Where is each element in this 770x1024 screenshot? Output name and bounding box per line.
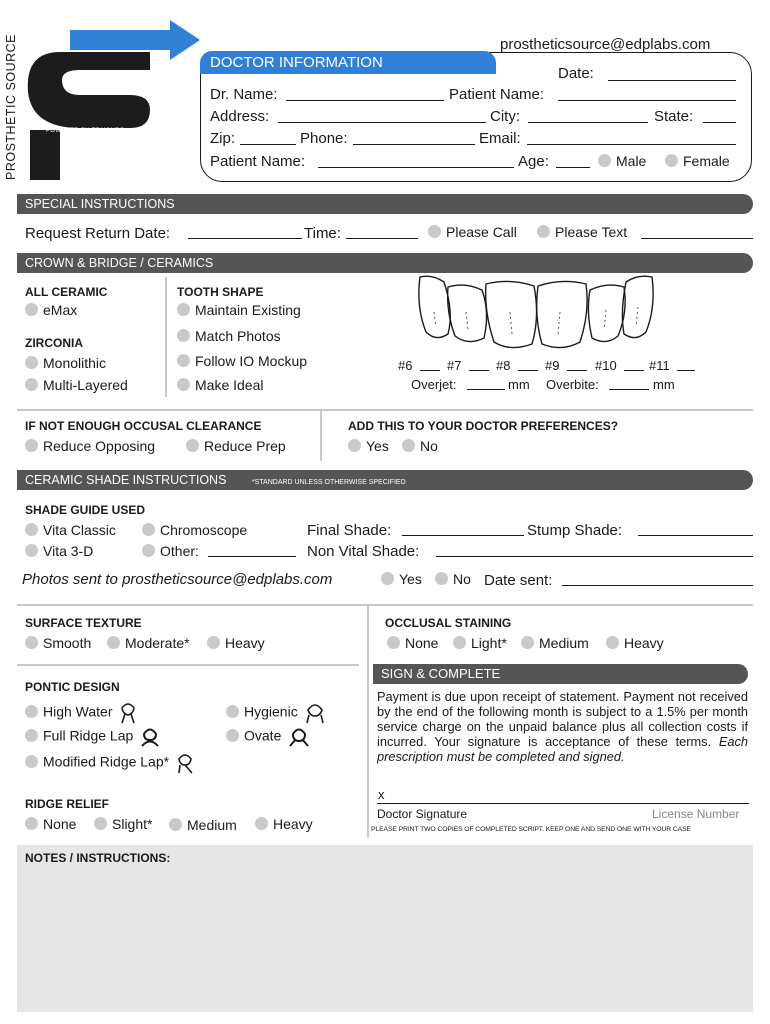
ridge-none-radio[interactable] <box>25 817 76 831</box>
overbite-mm: mm <box>653 377 675 392</box>
other-circle <box>142 544 155 557</box>
tooth-10-input[interactable] <box>624 370 644 371</box>
lower-vertical-divider <box>367 604 369 838</box>
occlusal-light-label: Light* <box>471 635 507 651</box>
doctor-signature-label: Doctor Signature <box>377 807 468 821</box>
preferences-yes-radio[interactable] <box>348 439 389 453</box>
preferences-heading: ADD THIS TO YOUR DOCTOR PREFERENCES? <box>348 419 619 433</box>
female-label: Female <box>683 153 730 169</box>
photos-no-label: No <box>453 571 471 587</box>
maintain-existing-radio[interactable] <box>177 303 301 317</box>
other-input[interactable] <box>208 556 296 557</box>
high-water-label: High Water <box>43 703 113 720</box>
ridge-slight-label: Slight* <box>112 816 153 832</box>
please-text-radio[interactable] <box>537 225 627 239</box>
logo-powered-by: POWERED BY EDMONDS <box>46 128 125 134</box>
multi-layered-circle <box>25 378 38 391</box>
patient-name2-label: Patient Name: <box>210 153 306 170</box>
state-label: State: <box>654 108 694 125</box>
special-instructions-header: SPECIAL INSTRUCTIONS <box>17 194 753 214</box>
surface-heavy-circle <box>207 636 220 649</box>
high-water-circle <box>25 705 38 718</box>
photos-no-circle <box>435 572 448 585</box>
photos-sent-label: Photos sent to prostheticsource@edplabs.com <box>22 571 333 588</box>
signature-x: x <box>378 787 385 802</box>
stump-shade-input[interactable] <box>638 535 753 536</box>
pontic-design-heading: PONTIC DESIGN <box>25 680 120 694</box>
preferences-no-label: No <box>420 438 438 454</box>
age-label: Age: <box>518 153 549 170</box>
patient-name2-input[interactable] <box>318 167 514 168</box>
surface-bottom-divider <box>17 664 359 666</box>
follow-io-label: Follow IO Mockup <box>195 353 308 369</box>
please-text-input[interactable] <box>641 238 753 239</box>
shade-guide-heading: SHADE GUIDE USED <box>25 503 146 517</box>
tooth-6-input[interactable] <box>420 370 440 371</box>
occlusal-none-radio[interactable] <box>387 636 438 650</box>
vita-classic-radio[interactable] <box>25 523 116 537</box>
occlusal-medium-circle <box>521 636 534 649</box>
tooth-6-label: #6 <box>398 358 413 373</box>
stump-shade-label: Stump Shade: <box>527 522 623 539</box>
follow-io-radio[interactable] <box>177 354 307 368</box>
tooth-11-label: #11 <box>649 358 670 373</box>
vita-3d-radio[interactable] <box>25 544 93 558</box>
clearance-heading: IF NOT ENOUGH OCCUSAL CLEARANCE <box>25 419 262 433</box>
photos-yes-label: Yes <box>399 571 422 587</box>
final-shade-input[interactable] <box>402 535 524 536</box>
reduce-prep-radio[interactable] <box>186 439 286 453</box>
emax-radio[interactable] <box>25 303 77 317</box>
preferences-no-circle <box>402 439 415 452</box>
sign-complete-header: SIGN & COMPLETE <box>373 664 748 684</box>
ridge-heavy-circle <box>255 817 268 830</box>
please-text-circle <box>537 225 550 238</box>
male-radio[interactable] <box>598 154 646 168</box>
photos-yes-radio[interactable] <box>381 572 422 586</box>
ovate-circle <box>226 729 239 742</box>
date-input[interactable] <box>608 80 736 81</box>
crown-bridge-header: CROWN & BRIDGE / CERAMICS <box>17 253 753 273</box>
request-return-input[interactable] <box>188 238 302 239</box>
ridge-medium-label: Medium <box>187 817 237 833</box>
reduce-opposing-label: Reduce Opposing <box>43 438 156 454</box>
occlusal-none-label: None <box>405 635 439 651</box>
crown-divider <box>165 277 167 397</box>
signature-line[interactable] <box>377 803 749 804</box>
print-copies-note: PLEASE PRINT TWO COPIES OF COMPLETED SCRIPT. KEEP ONE AND SEND ONE WITH YOUR CASE <box>371 826 691 833</box>
ceramic-shade-header <box>17 470 753 490</box>
city-label: City: <box>490 108 520 125</box>
tooth-8-input[interactable] <box>518 370 538 371</box>
make-ideal-circle <box>177 378 190 391</box>
match-photos-circle <box>177 329 190 342</box>
ridge-heavy-label: Heavy <box>273 816 313 832</box>
reduce-prep-label: Reduce Prep <box>204 438 286 454</box>
tooth-11-input[interactable] <box>677 370 695 371</box>
date-sent-input[interactable] <box>562 585 753 586</box>
full-ridge-circle <box>25 729 38 742</box>
dr-name-input[interactable] <box>286 100 444 101</box>
ceramic-shade-title: CERAMIC SHADE INSTRUCTIONS <box>25 473 227 487</box>
monolithic-circle <box>25 356 38 369</box>
reduce-prep-circle <box>186 439 199 452</box>
modified-ridge-radio[interactable] <box>25 752 194 774</box>
ovate-radio[interactable] <box>226 727 310 747</box>
chromoscope-radio[interactable] <box>142 523 247 537</box>
please-call-label: Please Call <box>446 224 517 240</box>
non-vital-shade-input[interactable] <box>436 556 753 557</box>
lower-top-divider <box>17 604 753 606</box>
date-sent-label: Date sent: <box>484 572 553 589</box>
photos-yes-circle <box>381 572 394 585</box>
vita-classic-circle <box>25 523 38 536</box>
state-input[interactable] <box>703 122 736 123</box>
modified-ridge-pontic-icon <box>176 752 194 774</box>
ridge-none-label: None <box>43 816 77 832</box>
full-ridge-label: Full Ridge Lap <box>43 727 134 744</box>
modified-ridge-label: Modified Ridge Lap* <box>43 753 170 770</box>
time-label: Time: <box>304 225 341 242</box>
occlusal-none-circle <box>387 636 400 649</box>
payment-terms <box>377 689 748 764</box>
make-ideal-radio[interactable] <box>177 378 263 392</box>
occlusal-medium-radio[interactable] <box>521 636 589 650</box>
occlusal-heavy-radio[interactable] <box>606 636 664 650</box>
hygienic-pontic-icon <box>305 702 325 724</box>
teeth-illustration-icon <box>410 272 710 352</box>
ovate-pontic-icon <box>288 727 310 747</box>
moderate-radio[interactable] <box>107 636 190 650</box>
notes-box[interactable] <box>17 845 753 1012</box>
overjet-input[interactable] <box>467 389 505 390</box>
phone-input[interactable] <box>353 144 475 145</box>
zip-input[interactable] <box>240 144 296 145</box>
match-photos-label: Match Photos <box>195 328 281 344</box>
please-call-radio[interactable] <box>428 225 517 239</box>
address-label: Address: <box>210 108 270 125</box>
final-shade-label: Final Shade: <box>307 522 392 539</box>
patient-name-label: Patient Name: <box>449 86 545 103</box>
male-label: Male <box>616 153 647 169</box>
other-label: Other: <box>160 543 199 559</box>
occlusal-staining-heading: OCCLUSAL STAINING <box>385 616 512 630</box>
match-photos-radio[interactable] <box>177 329 281 343</box>
full-ridge-radio[interactable] <box>25 727 160 747</box>
tooth-7-label: #7 <box>447 358 462 373</box>
payment-terms-italic: Each prescription must be completed and signed. <box>377 734 748 764</box>
patient-name-input[interactable] <box>558 100 736 101</box>
female-radio[interactable] <box>665 154 730 168</box>
ridge-relief-heading: RIDGE RELIEF <box>25 797 110 811</box>
maintain-existing-circle <box>177 303 190 316</box>
logo <box>0 0 210 185</box>
moderate-label: Moderate* <box>125 635 190 651</box>
follow-io-circle <box>177 354 190 367</box>
occlusal-heavy-label: Heavy <box>624 635 664 651</box>
time-input[interactable] <box>346 238 418 239</box>
high-water-pontic-icon <box>119 702 137 724</box>
zip-label: Zip: <box>210 130 236 147</box>
reduce-opposing-circle <box>25 439 38 452</box>
please-call-circle <box>428 225 441 238</box>
date-label: Date: <box>558 65 594 82</box>
zirconia-heading: ZIRCONIA <box>25 336 83 350</box>
overbite-input[interactable] <box>609 389 649 390</box>
request-return-label: Request Return Date: <box>25 225 171 242</box>
notes-heading: NOTES / INSTRUCTIONS: <box>25 851 171 865</box>
high-water-radio[interactable] <box>25 702 137 724</box>
moderate-circle <box>107 636 120 649</box>
monolithic-label: Monolithic <box>43 355 107 371</box>
female-radio-circle <box>665 154 678 167</box>
logo-vertical-text: PROSTHETIC SOURCE <box>4 33 18 180</box>
ridge-heavy-radio[interactable] <box>255 817 313 831</box>
tooth-7-input[interactable] <box>469 370 489 371</box>
phone-label: Phone: <box>300 130 348 147</box>
ridge-slight-circle <box>94 817 107 830</box>
age-input[interactable] <box>556 167 590 168</box>
chromoscope-circle <box>142 523 155 536</box>
all-ceramic-heading: ALL CERAMIC <box>25 285 108 299</box>
tooth-shape-heading: TOOTH SHAPE <box>177 285 264 299</box>
occlusal-light-radio[interactable] <box>453 636 507 650</box>
multi-layered-radio[interactable] <box>25 378 128 392</box>
make-ideal-label: Make Ideal <box>195 377 264 393</box>
brand-email[interactable]: prostheticsource@edplabs.com <box>500 36 711 53</box>
tooth-9-input[interactable] <box>567 370 587 371</box>
payment-terms-text: Payment is due upon receipt of statement. Payment not received by the end of the following month is subject to a 1.5% per month service charge on the unpaid balance plus all collection costs if incurred. Your signature is acceptance of these terms. <box>377 689 748 749</box>
tooth-9-label: #9 <box>545 358 560 373</box>
chromoscope-label: Chromoscope <box>160 522 248 538</box>
tooth-10-label: #10 <box>595 358 617 373</box>
maintain-existing-label: Maintain Existing <box>195 302 301 318</box>
hygienic-label: Hygienic <box>244 703 298 720</box>
ridge-slight-radio[interactable] <box>94 817 152 831</box>
doctor-info-title: DOCTOR INFORMATION <box>210 54 383 71</box>
hygienic-radio[interactable] <box>226 702 325 724</box>
vita-3d-label: Vita 3-D <box>43 543 94 559</box>
logo-graphic <box>0 0 210 185</box>
smooth-radio[interactable] <box>25 636 91 650</box>
email-label: Email: <box>479 130 521 147</box>
overjet-label: Overjet: <box>411 377 457 392</box>
preferences-yes-label: Yes <box>366 438 389 454</box>
modified-ridge-circle <box>25 755 38 768</box>
multi-layered-label: Multi-Layered <box>43 377 128 393</box>
male-radio-circle <box>598 154 611 167</box>
reduce-opposing-radio[interactable] <box>25 439 155 453</box>
occlusal-light-circle <box>453 636 466 649</box>
surface-heavy-label: Heavy <box>225 635 265 651</box>
smooth-circle <box>25 636 38 649</box>
doctor-info-tab <box>200 51 496 74</box>
ridge-medium-circle <box>169 818 182 831</box>
surface-texture-heading: SURFACE TEXTURE <box>25 616 142 630</box>
tooth-8-label: #8 <box>496 358 511 373</box>
ovate-label: Ovate <box>244 727 282 744</box>
photos-no-radio[interactable] <box>435 572 471 586</box>
overjet-mm: mm <box>508 377 530 392</box>
email-input[interactable] <box>527 144 736 145</box>
surface-heavy-radio[interactable] <box>207 636 265 650</box>
dr-name-label: Dr. Name: <box>210 86 278 103</box>
non-vital-shade-label: Non Vital Shade: <box>307 543 420 560</box>
ridge-none-circle <box>25 817 38 830</box>
full-ridge-pontic-icon <box>140 727 160 747</box>
smooth-label: Smooth <box>43 635 92 651</box>
hygienic-circle <box>226 705 239 718</box>
address-input[interactable] <box>278 122 486 123</box>
license-number-label: License Number <box>652 807 740 821</box>
clearance-divider <box>320 409 322 461</box>
overbite-label: Overbite: <box>546 377 599 392</box>
city-input[interactable] <box>528 122 648 123</box>
tooth-number-row <box>398 359 698 375</box>
vita-classic-label: Vita Classic <box>43 522 116 538</box>
ridge-medium-radio[interactable] <box>169 818 237 832</box>
preferences-no-radio[interactable] <box>402 439 438 453</box>
other-radio[interactable] <box>142 544 199 558</box>
clearance-top-divider <box>17 409 753 411</box>
ceramic-shade-note: *STANDARD UNLESS OTHERWISE SPECIFIED <box>251 479 406 486</box>
preferences-yes-circle <box>348 439 361 452</box>
emax-circle <box>25 303 38 316</box>
vita-3d-circle <box>25 544 38 557</box>
emax-label: eMax <box>43 302 78 318</box>
occlusal-heavy-circle <box>606 636 619 649</box>
please-text-label: Please Text <box>555 224 628 240</box>
occlusal-medium-label: Medium <box>539 635 589 651</box>
monolithic-radio[interactable] <box>25 356 106 370</box>
